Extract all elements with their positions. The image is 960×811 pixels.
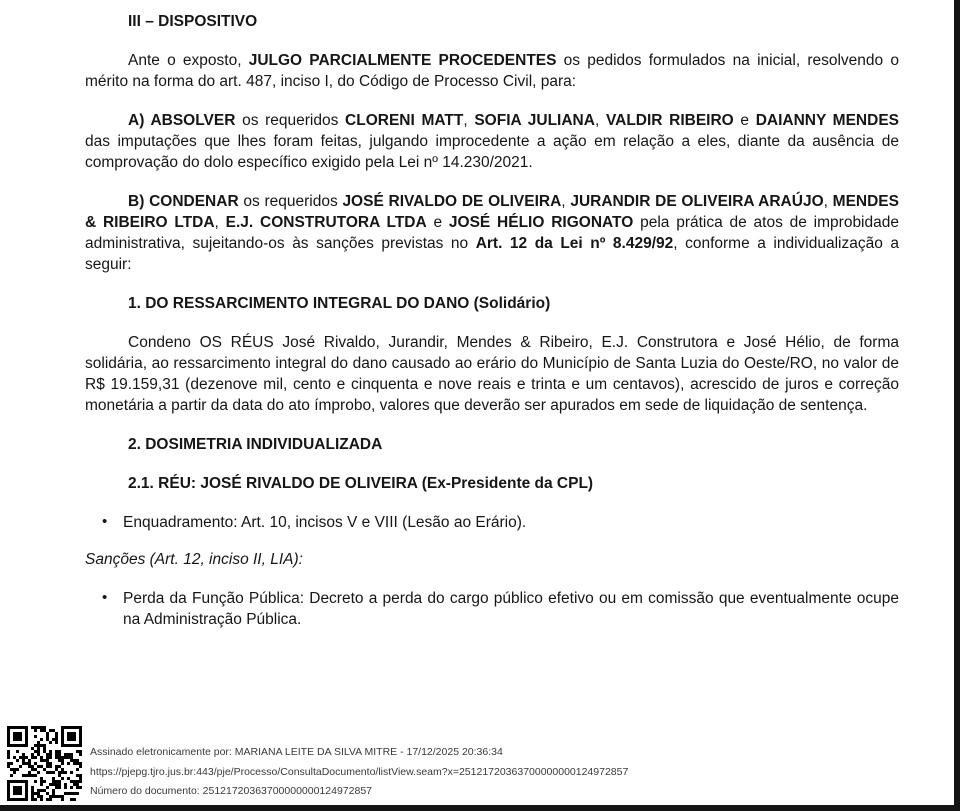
paragraph-intro — [85, 50, 899, 92]
text-segment: , conforme a individualização a seguir: — [85, 235, 899, 273]
text-segment: , — [214, 214, 226, 231]
qr-code-icon — [7, 726, 82, 801]
text-segment: DAIANNY MENDES — [755, 112, 899, 129]
text-segment: , — [594, 112, 606, 129]
paragraph-condenar — [85, 191, 899, 275]
bullet-item-perda-funcao — [85, 588, 899, 630]
text-segment: B) CONDENAR — [128, 193, 239, 210]
text-segment: VALDIR RIBEIRO — [605, 112, 734, 129]
bullet-text: Perda da Função Pública: Decreto a perda do cargo público efetivo ou em comissão que eventualmente ocupe na Administração Pública. — [123, 590, 899, 628]
text-segment: os requeridos — [235, 112, 346, 129]
text-segment: , — [823, 193, 833, 210]
text-segment: JULGO PARCIALMENTE PROCEDENTES — [248, 52, 557, 69]
bullet-icon: • — [102, 589, 108, 606]
text-segment: A) ABSOLVER — [128, 112, 236, 129]
text-segment: e — [733, 112, 756, 129]
bullet-text: Enquadramento: Art. 10, incisos V e VIII (Lesão ao Erário). — [123, 514, 527, 531]
text-segment: , — [463, 112, 475, 129]
section-heading-ressarcimento: 1. DO RESSARCIMENTO INTEGRAL DO DANO (Solidário) — [128, 295, 551, 312]
section-heading-reu-1: 2.1. RÉU: JOSÉ RIVALDO DE OLIVEIRA (Ex-Presidente da CPL) — [128, 475, 594, 492]
text-segment: Art. 12 da Lei nº 8.429/92 — [475, 235, 674, 252]
sancoes-line: Sanções (Art. 12, inciso II, LIA): — [85, 551, 303, 568]
text-segment: SOFIA JULIANA — [474, 112, 595, 129]
text-segment: das imputações que lhes foram feitas, julgando improcedente a ação em relação a eles, diante da ausência de comprovação do dolo específico exigido pela Lei nº 14.230/2021. — [85, 133, 899, 171]
document-body — [85, 11, 899, 646]
text-segment: e — [426, 214, 449, 231]
section-heading-dispositivo: III – DISPOSITIVO — [128, 13, 258, 30]
signature-line: Assinado eletronicamente por: MARIANA LEITE DA SILVA MITRE - 17/12/2025 20:36:34 — [90, 746, 503, 758]
text-segment: os pedidos formulados na inicial, resolvendo o mérito na forma do art. 487, inciso I, do Código de Processo Civil, para: — [85, 52, 899, 90]
text-segment: pela prática de atos de improbidade administrativa, sujeitando-os às sanções previstas no — [85, 214, 899, 252]
section-heading-dosimetria: 2. DOSIMETRIA INDIVIDUALIZADA — [128, 436, 383, 453]
text-segment: CLORENI MATT — [345, 112, 464, 129]
document-number: Número do documento: 25121720363700000000124972857 — [90, 785, 372, 797]
text-segment: , — [561, 193, 571, 210]
text-segment: E.J. CONSTRUTORA LTDA — [225, 214, 427, 231]
paragraph-condeno: Condeno OS RÉUS José Rivaldo, Jurandir, Mendes & Ribeiro, E.J. Construtora e José Hélio, de forma solidária, ao ressarcimento integral do dano causado ao erário do Município de Santa Luzia do Oeste/RO, no valor de R$ 19.159,31 (dezenove mil, cento e cinquenta e nove reais e trinta e um centavos), acrescido de juros e correção monetária a partir da data do ato ímprobo, valores que deverão ser apurados em sede de liquidação de sentença. — [85, 334, 899, 414]
bullet-icon: • — [102, 513, 108, 530]
text-segment: Ante o exposto, — [128, 52, 249, 69]
document-url: https://pjepg.tjro.jus.br:443/pje/Processo/ConsultaDocumento/listView.seam?x=25121720363700000000124972857 — [90, 765, 629, 778]
paragraph-absolver — [85, 110, 899, 173]
text-segment: MENDES & RIBEIRO LTDA — [85, 193, 899, 231]
bullet-item-enquadramento — [85, 512, 899, 533]
signature-block — [90, 743, 690, 802]
text-segment: JURANDIR DE OLIVEIRA ARAÚJO — [570, 193, 824, 210]
text-segment: os requeridos — [238, 193, 343, 210]
text-segment: JOSÉ RIVALDO DE OLIVEIRA — [342, 193, 562, 210]
text-segment: JOSÉ HÉLIO RIGONATO — [448, 214, 634, 231]
